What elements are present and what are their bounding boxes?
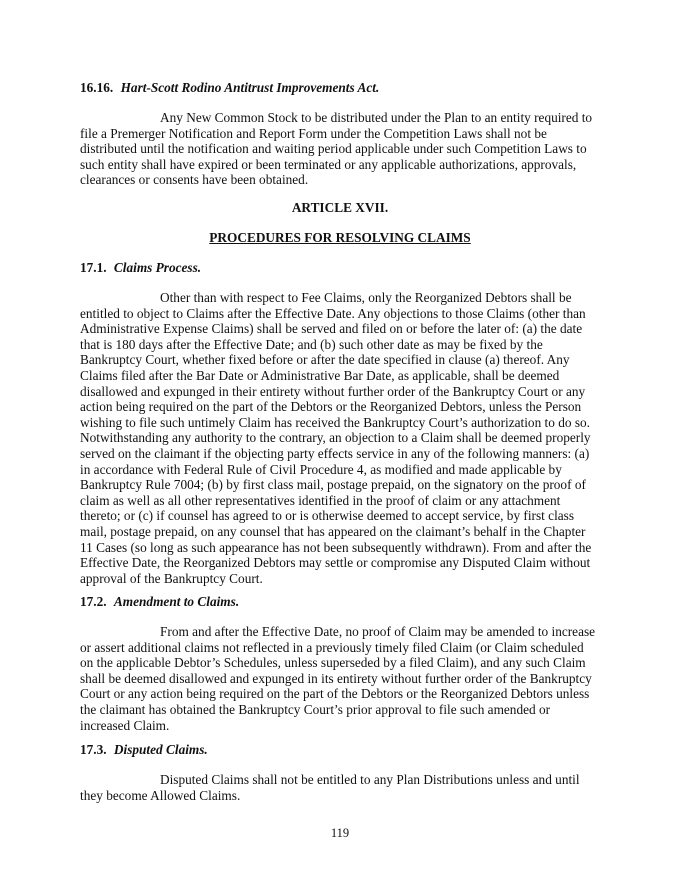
section-title: Claims Process. [113,260,202,275]
section-17-1-body: Other than with respect to Fee Claims, only the Reorganized Debtors shall be entitled to object to Claims after the Effective Date. Any objections to those Claims (other than Administrative Expense Claims) shall be served and filed on or before the later of: (a) the date that is 180 days after the Effective Date; and (b) such other date as may be fixed by the Bankruptcy Court, whether fixed before or after the date specified in clause (a) thereof. Any Claims filed after the Bar Date or Administrative Bar Date, as applicable, shall be deemed disallowed and expunged in their entirety without further order of the Bankruptcy Court or any action being required on the part of the Debtors or the Reorganized Debtors, unless the Person wishing to file such untimely Claim has received the Bankruptcy Court’s authorization to do so. Notwithstanding any authority to the contrary, an objection to a Claim shall be deemed properly served on the claimant if the objecting party effects service in any of the following manners: (a) in accordance with Federal Rule of Civil Procedure 4, as modified and made applicable by Bankruptcy Rule 7004; (b) by first class mail, postage prepaid, on the signatory on the proof of claim as well as all other representatives identified in the proof of claim or any attachment thereto; or (c) if counsel has agreed to or is otherwise deemed to accept service, by first class mail, postage prepaid, on any counsel that has appeared on the claimant’s behalf in the Chapter 11 Cases (so long as such appearance has not been subsequently withdrawn). From and after the Effective Date, the Reorganized Debtors may settle or compromise any Disputed Claim without approval of the Bankruptcy Court. [80,290,592,586]
section-17-3-heading [80,742,600,758]
section-17-2-heading [80,594,600,610]
article-label: ARTICLE XVII. [291,200,389,215]
section-17-1-heading [80,260,600,276]
section-16-16-body: Any New Common Stock to be distributed under the Plan to an entity required to file a Premerger Notification and Report Form under the Competition Laws shall not be distributed until the notification and waiting period applicable under such Competition Laws to such entity shall have expired or been terminated or any applicable authorizations, approvals, clearances or consents have been obtained. [80,110,593,188]
article-title: PROCEDURES FOR RESOLVING CLAIMS [209,230,471,245]
section-number: 17.3. [80,742,107,757]
section-title: Amendment to Claims. [113,594,240,609]
section-17-3-body: Disputed Claims shall not be entitled to any Plan Distributions unless and until they become Allowed Claims. [80,772,580,803]
section-16-16-heading [80,80,600,96]
section-title: Hart-Scott Rodino Antitrust Improvements Act. [120,80,380,95]
section-number: 17.1. [80,260,107,275]
page-number: 119 [330,826,350,840]
section-number: 16.16. [80,80,114,95]
section-17-2-body: From and after the Effective Date, no proof of Claim may be amended to increase or assert additional claims not reflected in a previously timely filed Claim (or Claim scheduled on the applicable Debtor’s Schedules, unless superseded by a filed Claim), and any such Claim shall be deemed disallowed and expunged in its entirety without further order of the Bankruptcy Court or any action being required on the part of the Debtors or the Reorganized Debtors unless the claimant has obtained the Bankruptcy Court’s prior approval to file such amended or increased Claim. [80,624,596,733]
section-title: Disputed Claims. [113,742,208,757]
section-number: 17.2. [80,594,107,609]
